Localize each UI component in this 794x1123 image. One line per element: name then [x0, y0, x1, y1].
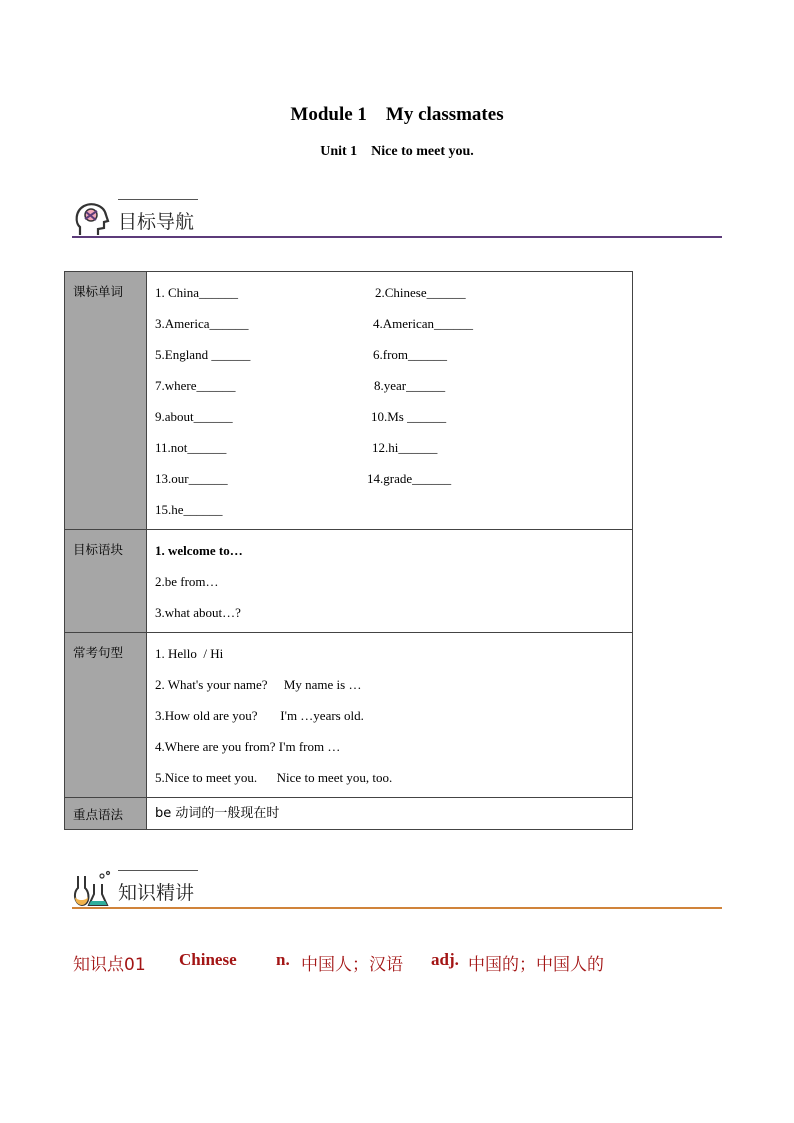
- sentence-item: 5.Nice to meet you. Nice to meet you, too.: [155, 770, 393, 785]
- sentence-line: [155, 669, 632, 700]
- chunk-line: [155, 535, 632, 566]
- table-row: [65, 272, 633, 530]
- vocab-item: 1. China______: [155, 285, 239, 300]
- sentence-item: 2. What's your name? My name is …: [155, 677, 362, 692]
- section-rule: [72, 236, 722, 238]
- section-label: 目标导航: [118, 211, 195, 233]
- vocab-line: [155, 401, 632, 432]
- lab-flask-icon: [72, 870, 112, 910]
- knowledge-point-word: Chinese: [179, 950, 237, 969]
- module-title: Module 1 My classmates: [290, 104, 504, 125]
- head-brain-icon: [72, 199, 112, 239]
- chunk-item: 2.be from…: [155, 574, 219, 589]
- vocab-item: 11.not______: [155, 440, 227, 455]
- vocab-item: 2.Chinese______: [375, 285, 466, 300]
- row-header: 目标语块: [65, 530, 147, 633]
- vocab-item: 7.where______: [155, 378, 236, 393]
- learning-goals-table: [64, 271, 633, 830]
- knowledge-point-line: [73, 950, 604, 1090]
- table-row: [65, 633, 633, 798]
- sentence-item: 3.How old are you? I'm …years old.: [155, 708, 364, 723]
- row-header: 课标单词: [65, 272, 147, 530]
- vocab-item: 15.he______: [155, 502, 223, 517]
- part-of-speech: adj.: [431, 950, 459, 969]
- header-overline: [118, 870, 198, 871]
- sentence-line: [155, 762, 632, 793]
- vocab-line: [155, 277, 632, 308]
- section-label: 知识精讲: [118, 882, 195, 904]
- chunk-line: [155, 597, 632, 628]
- vocab-item: 14.grade______: [367, 471, 452, 486]
- sentences-cell: [147, 633, 633, 798]
- chunk-line: [155, 566, 632, 597]
- word-meaning: 中国的；中国人的: [468, 955, 604, 975]
- chunk-item: 1. welcome to…: [155, 543, 243, 558]
- section-rule: [72, 907, 722, 909]
- vocab-line: [155, 339, 632, 370]
- vocab-item: 3.America______: [155, 316, 249, 331]
- vocab-item: 10.Ms ______: [371, 409, 447, 424]
- vocab-item: 5.England ______: [155, 347, 251, 362]
- vocab-item: 4.American______: [373, 316, 474, 331]
- table-row: [65, 798, 633, 830]
- word-meaning: 中国人；汉语: [301, 955, 403, 975]
- knowledge-point-label: 知识点01: [73, 955, 146, 975]
- row-header: 常考句型: [65, 633, 147, 798]
- vocab-line: [155, 432, 632, 463]
- section-header-goals: [72, 199, 722, 243]
- header-overline: [118, 199, 198, 200]
- vocab-item: 8.year______: [374, 378, 446, 393]
- vocab-item: 13.our______: [155, 471, 228, 486]
- table-row: [65, 530, 633, 633]
- vocab-item: 9.about______: [155, 409, 233, 424]
- sentence-item: 4.Where are you from? I'm from …: [155, 739, 341, 754]
- vocab-line: [155, 463, 632, 494]
- sentence-item: 1. Hello / Hi: [155, 646, 224, 661]
- vocab-cell: [147, 272, 633, 530]
- sentence-line: [155, 700, 632, 731]
- unit-subtitle: Unit 1 Nice to meet you.: [320, 144, 474, 159]
- grammar-text: be 动词的一般现在时: [155, 806, 280, 821]
- sentence-line: [155, 638, 632, 669]
- sentence-line: [155, 731, 632, 762]
- section-header-knowledge: [72, 870, 722, 914]
- row-header: 重点语法: [65, 798, 147, 830]
- vocab-item: 6.from______: [373, 347, 448, 362]
- chunks-cell: [147, 530, 633, 633]
- grammar-cell: [147, 798, 633, 830]
- chunk-item: 3.what about…?: [155, 605, 241, 620]
- vocab-item: 12.hi______: [372, 440, 438, 455]
- vocab-line: [155, 308, 632, 339]
- vocab-line: [155, 370, 632, 401]
- part-of-speech: n.: [276, 950, 290, 969]
- vocab-line: [155, 494, 632, 525]
